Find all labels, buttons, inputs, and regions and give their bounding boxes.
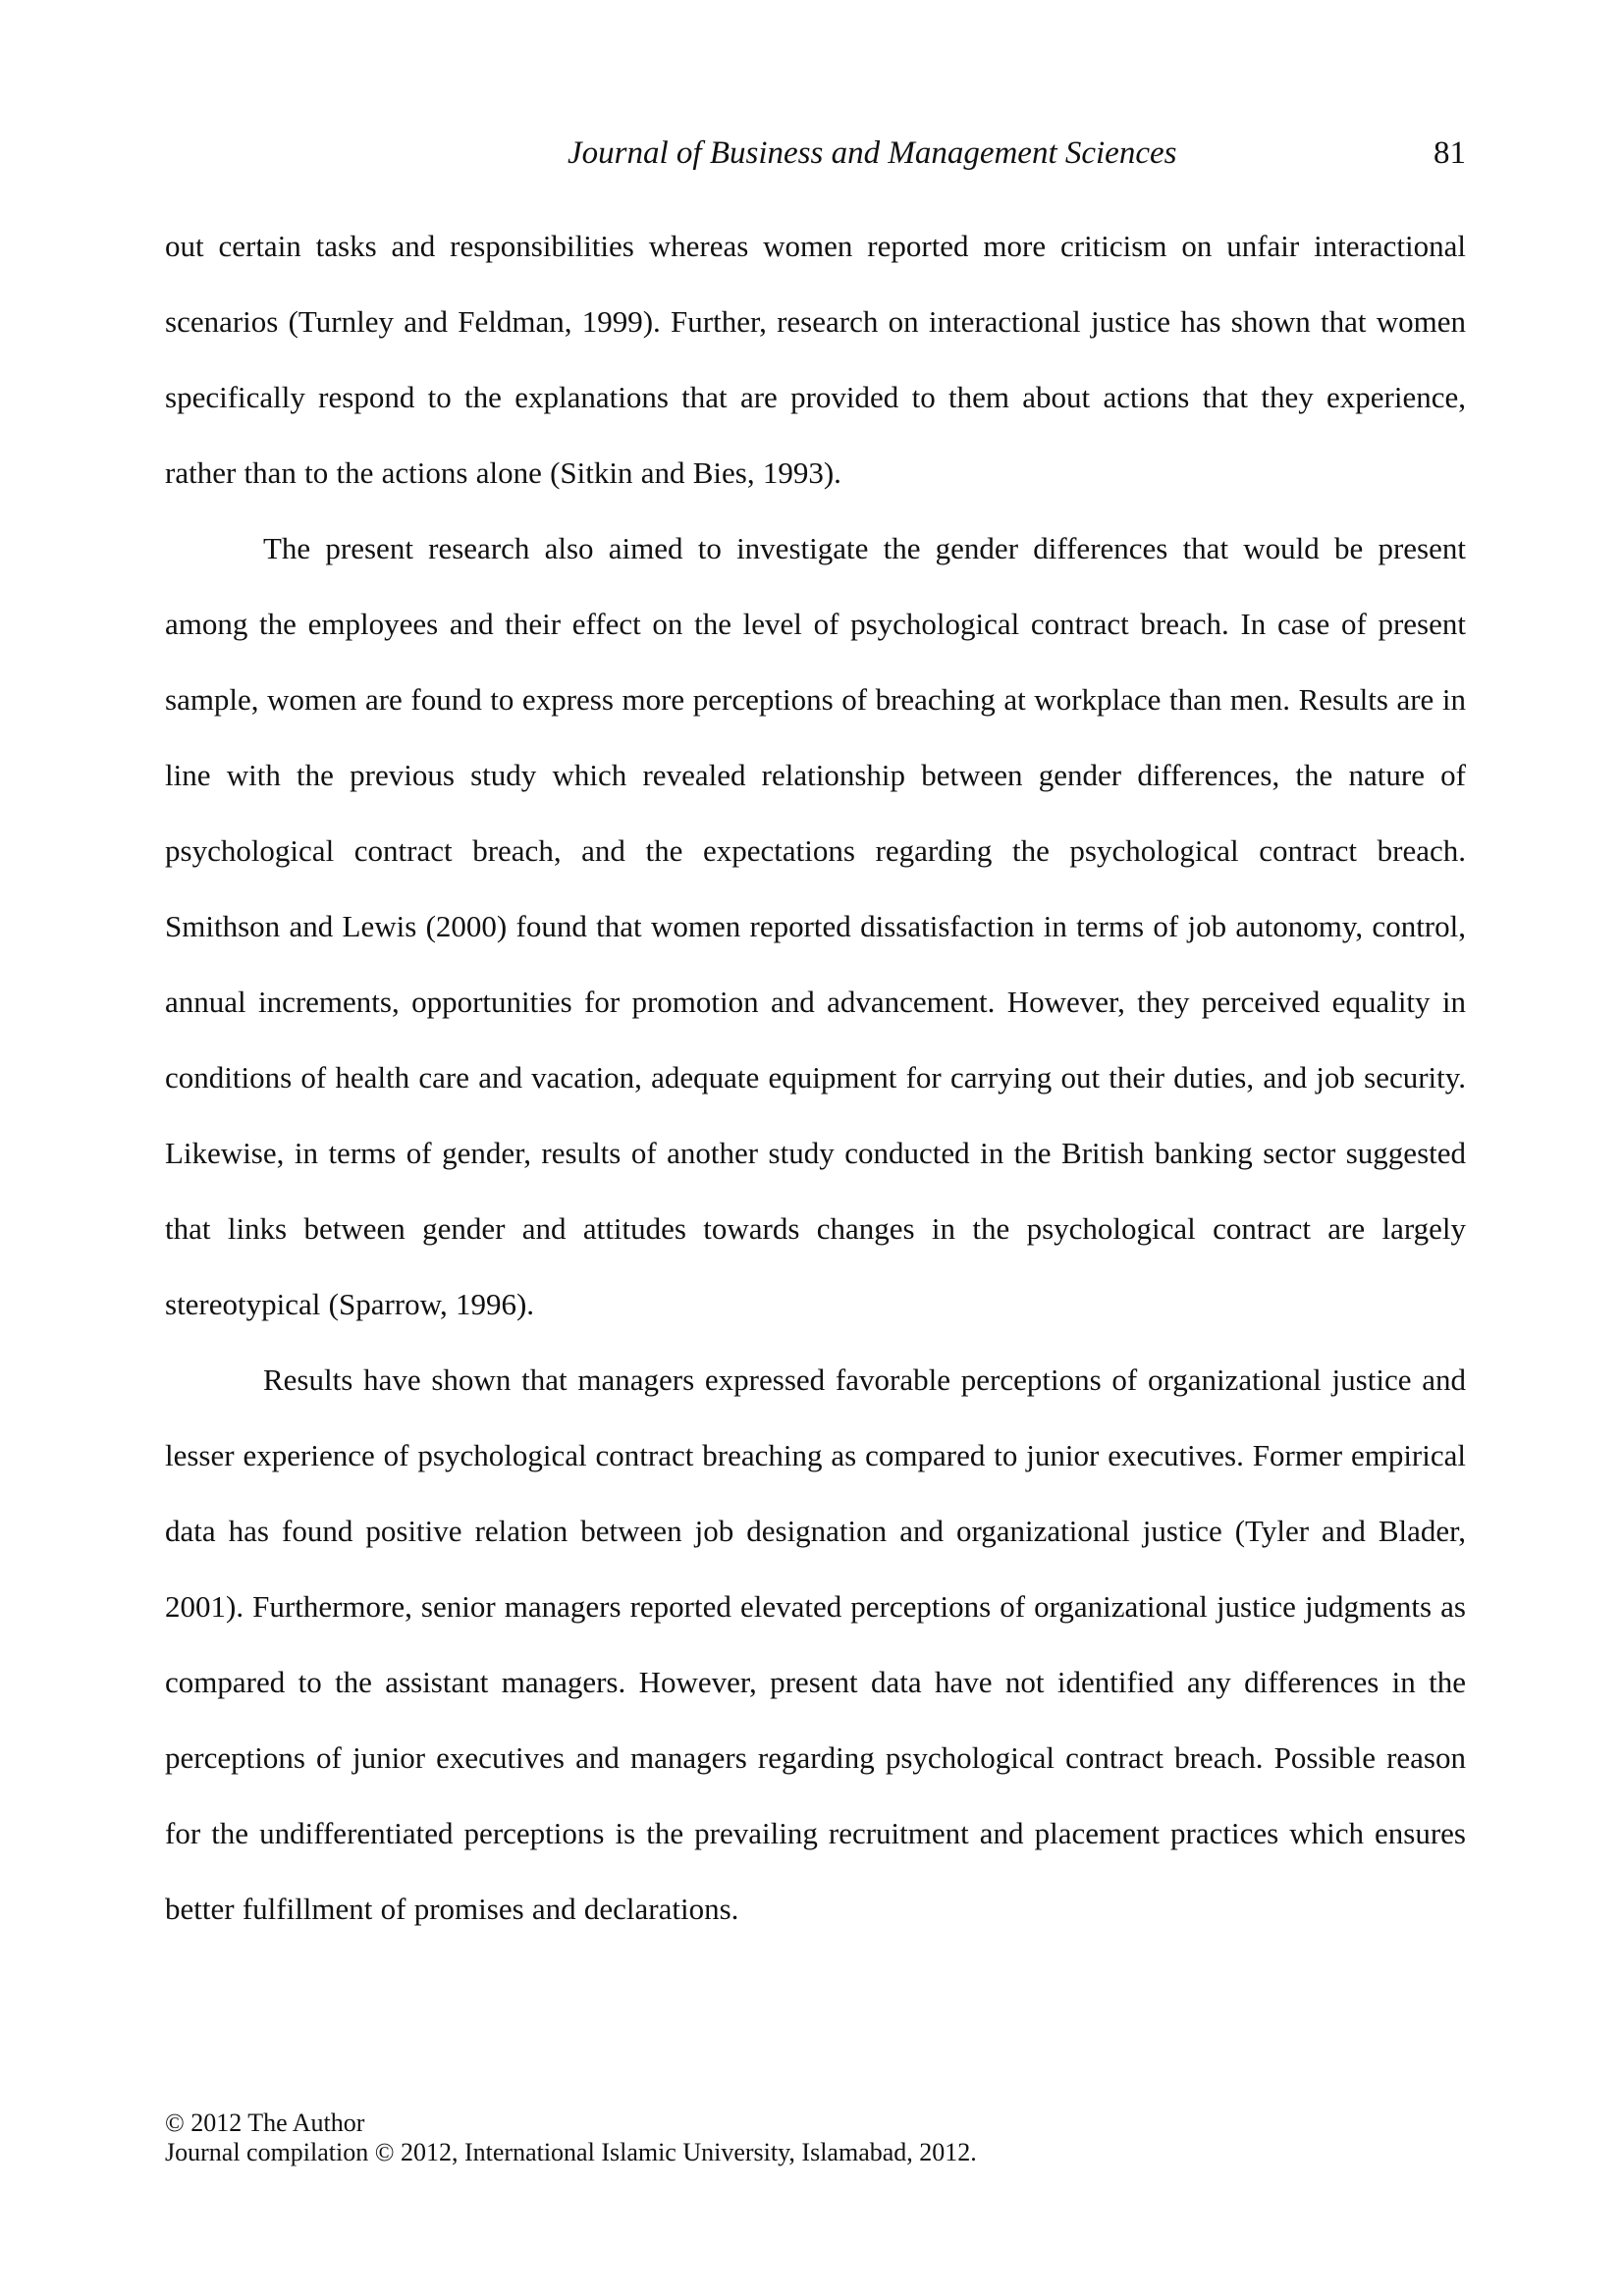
paragraph-managers-results: Results have shown that managers expressed favorable perceptions of organizational justice and lesser experience of psychological contract breaching as compared to junior executives. Former empirical data has found positive relation between job designation and organizational justice (Tyler and Blader, 2001). Furthermore, senior managers reported elevated perceptions of organizational justice judgments as compared to the assistant managers. However, present data have not identified any differences in the perceptions of junior executives and managers regarding psychological contract breach. Possible reason for the undifferentiated perceptions is the prevailing recruitment and placement practices which ensures better fulfillment of promises and declarations.: [165, 1362, 1466, 1926]
running-header: [165, 135, 1466, 185]
page-footer: [165, 2109, 1466, 2167]
paragraph-gender-differences: The present research also aimed to investigate the gender differences that would be present among the employees and their effect on the level of psychological contract breach. In case of present sample, women are found to express more perceptions of breaching at workplace than men. Results are in line with the previous study which revealed relationship between gender differences, the nature of psychological contract breach, and the expectations regarding the psychological contract breach. Smithson and Lewis (2000) found that women reported dissatisfaction in terms of job autonomy, control, annual increments, opportunities for promotion and advancement. However, they perceived equality in conditions of health care and vacation, adequate equipment for carrying out their duties, and job security. Likewise, in terms of gender, results of another study conducted in the British banking sector suggested that links between gender and attitudes towards changes in the psychological contract are largely stereotypical (Sparrow, 1996).: [165, 531, 1466, 1321]
footer-copyright: © 2012 The Author: [165, 2109, 365, 2137]
footer-compilation: Journal compilation © 2012, International Islamic University, Islamabad, 2012.: [165, 2138, 977, 2166]
journal-title: Journal of Business and Management Sciences: [568, 135, 1177, 171]
page-number: 81: [1434, 135, 1466, 171]
paragraph-continued: out certain tasks and responsibilities whereas women reported more criticism on unfair interactional scenarios (Turnley and Feldman, 1999). Further, research on interactional justice has shown that women specifically respond to the explanations that are provided to them about actions that they experience, rather than to the actions alone (Sitkin and Bies, 1993).: [165, 229, 1466, 490]
article-body: [165, 208, 1466, 1947]
